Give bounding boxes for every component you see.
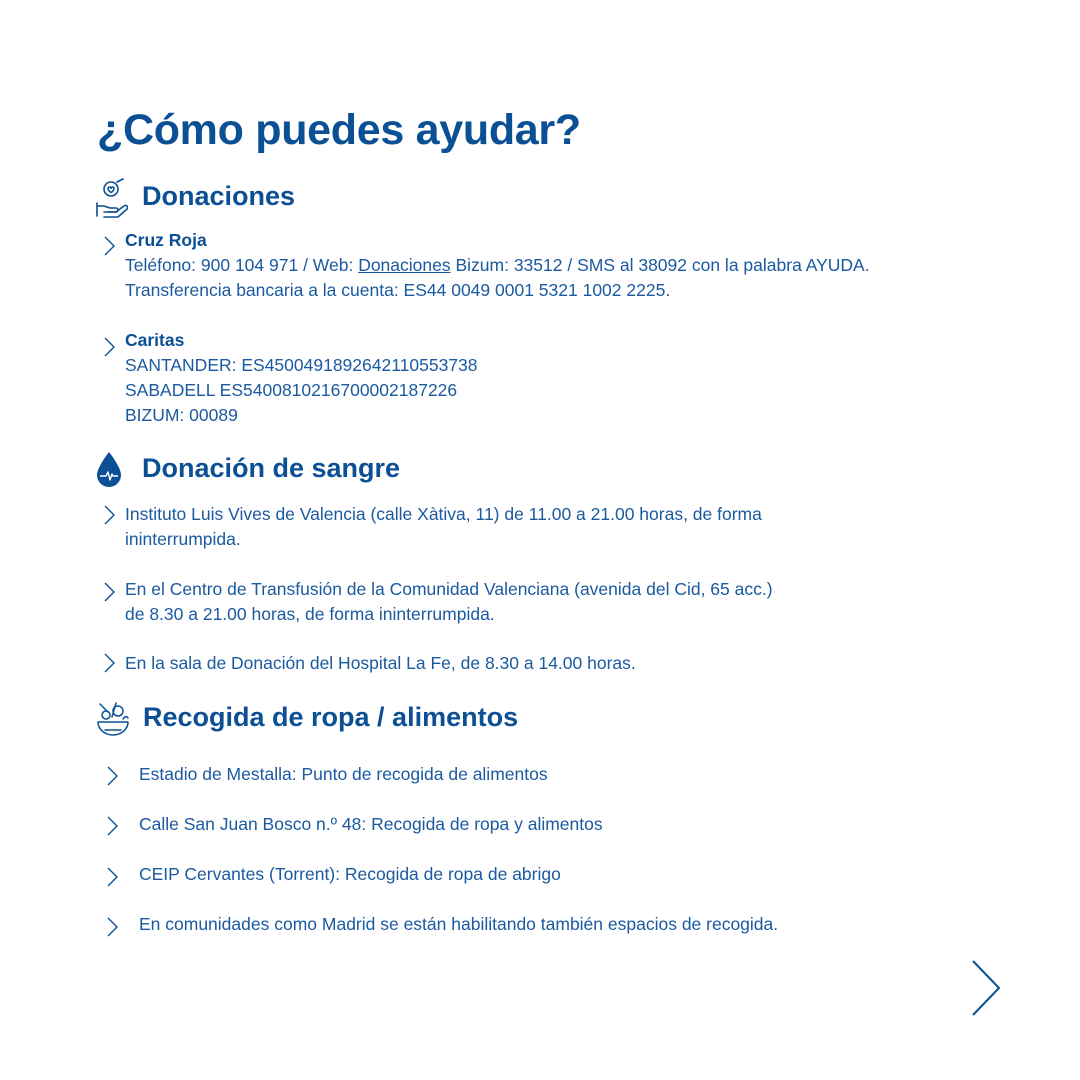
caritas-bizum: BIZUM: 00089 (125, 405, 238, 425)
chevron-right-icon (103, 504, 117, 526)
cruz-roja-phone: Teléfono: 900 104 971 / Web: (125, 255, 359, 275)
chevron-right-icon (106, 815, 120, 837)
list-item (125, 651, 636, 676)
chevron-right-icon (103, 235, 117, 257)
list-item-text: En la sala de Donación del Hospital La Fe, de 8.30 a 14.00 horas. (125, 653, 636, 673)
chevron-right-icon (106, 916, 120, 938)
blood-drop-icon (92, 450, 126, 490)
section-title-recogida: Recogida de ropa / alimentos (143, 702, 519, 732)
food-basket-icon (96, 700, 130, 740)
list-item-text: de 8.30 a 21.00 horas, de forma ininterrumpida. (125, 604, 495, 624)
cruz-roja-contact (125, 253, 870, 278)
next-slide-chevron-icon[interactable] (968, 958, 1004, 1018)
cruz-roja-name: Cruz Roja (125, 230, 207, 250)
page-title: ¿Cómo puedes ayudar? (97, 106, 581, 154)
list-item: CEIP Cervantes (Torrent): Recogida de ropa de abrigo (139, 864, 561, 884)
caritas-block (125, 328, 478, 428)
chevron-right-icon (103, 581, 117, 603)
chevron-right-icon (106, 765, 120, 787)
list-item: Estadio de Mestalla: Punto de recogida de alimentos (139, 764, 548, 784)
list-item-text: En el Centro de Transfusión de la Comunidad Valenciana (avenida del Cid, 65 acc.) (125, 579, 773, 599)
caritas-name: Caritas (125, 330, 185, 350)
cruz-roja-block (125, 228, 870, 303)
list-item (125, 502, 762, 552)
section-title-donaciones: Donaciones (142, 181, 296, 211)
list-item-text: Instituto Luis Vives de Valencia (calle Xàtiva, 11) de 11.00 a 21.00 horas, de forma (125, 504, 762, 524)
list-item (125, 577, 773, 627)
donaciones-link[interactable]: Donaciones (358, 255, 451, 275)
chevron-right-icon (103, 336, 117, 358)
list-item: Calle San Juan Bosco n.º 48: Recogida de ropa y alimentos (139, 814, 603, 834)
section-title-sangre: Donación de sangre (142, 453, 401, 483)
caritas-sabadell: SABADELL ES5400810216700002187226 (125, 380, 458, 400)
chevron-right-icon (106, 866, 120, 888)
cruz-roja-transfer: Transferencia bancaria a la cuenta: ES44 0049 0001 5321 1002 2225. (125, 280, 671, 300)
cruz-roja-bizum: Bizum: 33512 / SMS al 38092 con la palabra AYUDA. (450, 255, 870, 275)
list-item-text: ininterrumpida. (125, 529, 241, 549)
caritas-santander: SANTANDER: ES4500491892642110553738 (125, 355, 478, 375)
list-item: En comunidades como Madrid se están habilitando también espacios de recogida. (139, 914, 779, 934)
chevron-right-icon (103, 652, 117, 674)
hand-heart-icon (94, 178, 128, 218)
